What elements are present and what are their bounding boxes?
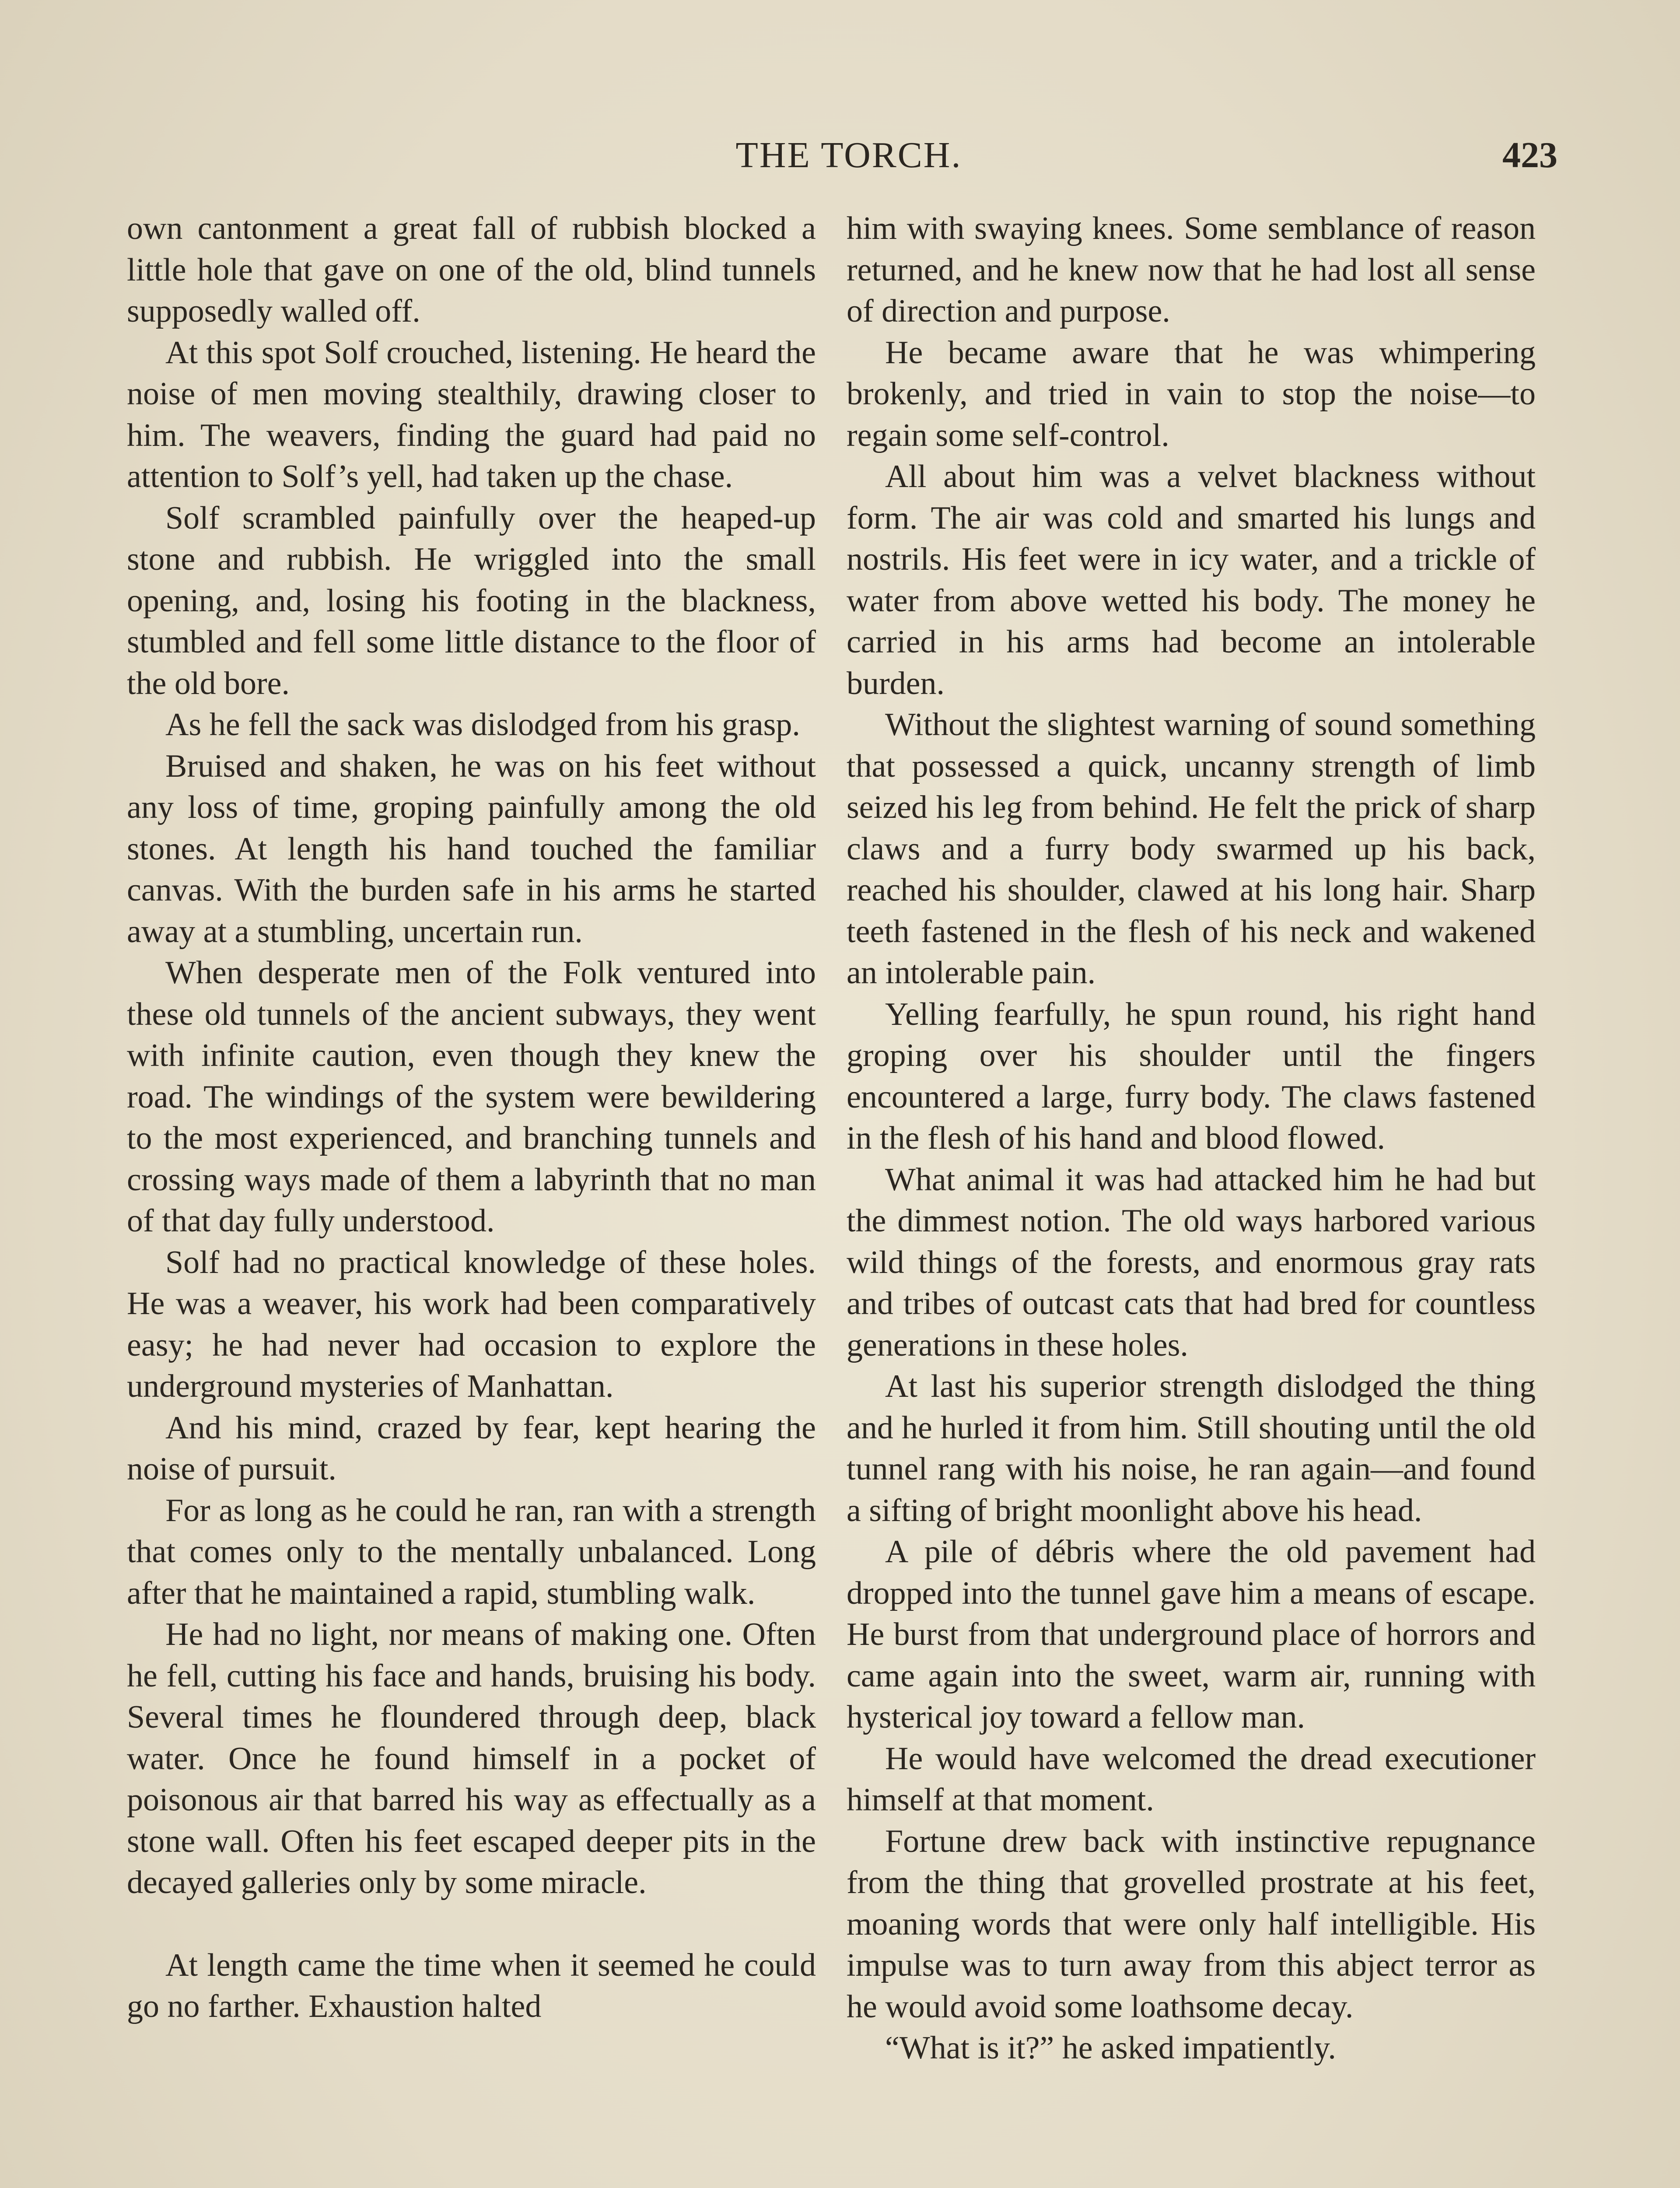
paragraph: Bruised and shaken, he was on his feet without any loss of time, groping painfully among the old stones. At length his hand touched the familiar canvas. With the burden safe in his arms he started away at a stumbling, uncertain run. bbox=[127, 748, 816, 950]
paragraph: What animal it was had attacked him he had but the dimmest notion. The old ways harbored various wild things of the forests, and enormous gray rats and tribes of outcast cats that had bred for countless generations in these holes. bbox=[847, 1161, 1536, 1363]
page-header bbox=[0, 131, 1680, 184]
left-column bbox=[127, 208, 816, 2027]
paragraph: He would have welcomed the dread executioner himself at that moment. bbox=[847, 1740, 1536, 1818]
running-title: THE TORCH. bbox=[735, 135, 962, 175]
paragraph: Fortune drew back with instinctive repugnance from the thing that grovelled prostrate at his feet, moaning words that were only half intelligible. His impulse was to turn away from this abject terror as he would avoid some loathsome decay. bbox=[847, 1823, 1536, 2025]
paragraph: When desperate men of the Folk ventured into these old tunnels of the ancient subways, they went with infinite caution, even though they knew the road. The windings of the system were bewildering to the most experienced, and branching tunnels and crossing ways made of them a labyrinth that no man of that day fully understood. bbox=[127, 955, 816, 1239]
paragraph: He became aware that he was whimpering brokenly, and tried in vain to stop the noise—to regain some self-control. bbox=[847, 334, 1536, 453]
paragraph: All about him was a velvet blackness without form. The air was cold and smarted his lungs and nostrils. His feet were in icy water, and a trickle of water from above wetted his body. The money he carried in his arms had become an intolerable burden. bbox=[847, 459, 1536, 701]
paragraph: At this spot Solf crouched, listening. He heard the noise of men moving stealthily, drawing closer to him. The weavers, finding the guard had paid no attention to Solf’s yell, had taken up the chase. bbox=[127, 334, 816, 494]
paragraph: And his mind, crazed by fear, kept hearing the noise of pursuit. bbox=[127, 1410, 816, 1487]
paragraph: “What is it?” he asked impatiently. bbox=[885, 2030, 1336, 2066]
paragraph: As he fell the sack was dislodged from his grasp. bbox=[165, 707, 800, 743]
paragraph: Solf had no practical knowledge of these holes. He was a weaver, his work had been comparatively easy; he had never had occasion to explore the underground mysteries of Manhattan. bbox=[127, 1244, 816, 1404]
paragraph: At length came the time when it seemed he could go no farther. Exhaustion halted bbox=[127, 1947, 816, 2024]
paragraph: Without the slightest warning of sound something that possessed a quick, uncanny strength of limb seized his leg from behind. He felt the prick of sharp claws and a furry body swarmed up his back, reached his shoulder, clawed at his long hair. Sharp teeth fastened in the flesh of his neck and wakened an intolerable pain. bbox=[847, 707, 1536, 991]
paragraph: Solf scrambled painfully over the heaped-up stone and rubbish. He wriggled into the small opening, and, losing his footing in the blackness, stumbled and fell some little distance to the floor of the old bore. bbox=[127, 500, 816, 701]
right-column bbox=[847, 208, 1536, 2069]
paragraph: him with swaying knees. Some semblance of reason returned, and he knew now that he had lost all sense of direction and purpose. bbox=[847, 210, 1536, 329]
paragraph: At last his superior strength dislodged the thing and he hurled it from him. Still shouting until the old tunnel rang with his noise, he ran again—and found a sifting of bright moonlight above his head. bbox=[847, 1368, 1536, 1529]
paragraph: For as long as he could he ran, ran with a strength that comes only to the mentally unbalanced. Long after that he maintained a rapid, stumbling walk. bbox=[127, 1492, 816, 1611]
paragraph: He had no light, nor means of making one. Often he fell, cutting his face and hands, bruising his body. Several times he floundered through deep, black water. Once he found himself in a pocket of poisonous air that barred his way as effectually as a stone wall. Often his feet escaped deeper pits in the decayed galleries only by some miracle. bbox=[127, 1616, 816, 1900]
page-number: 423 bbox=[1502, 135, 1558, 175]
paragraph: A pile of débris where the old pavement had dropped into the tunnel gave him a means of escape. He burst from that underground place of horrors and came again into the sweet, warm air, running with hysterical joy toward a fellow man. bbox=[847, 1534, 1536, 1735]
paragraph: Yelling fearfully, he spun round, his right hand groping over his shoulder until the fingers encountered a large, furry body. The claws fastened in the flesh of his hand and blood flowed. bbox=[847, 996, 1536, 1156]
paragraph: own cantonment a great fall of rubbish blocked a little hole that gave on one of the old, blind tunnels supposedly walled off. bbox=[127, 210, 816, 329]
